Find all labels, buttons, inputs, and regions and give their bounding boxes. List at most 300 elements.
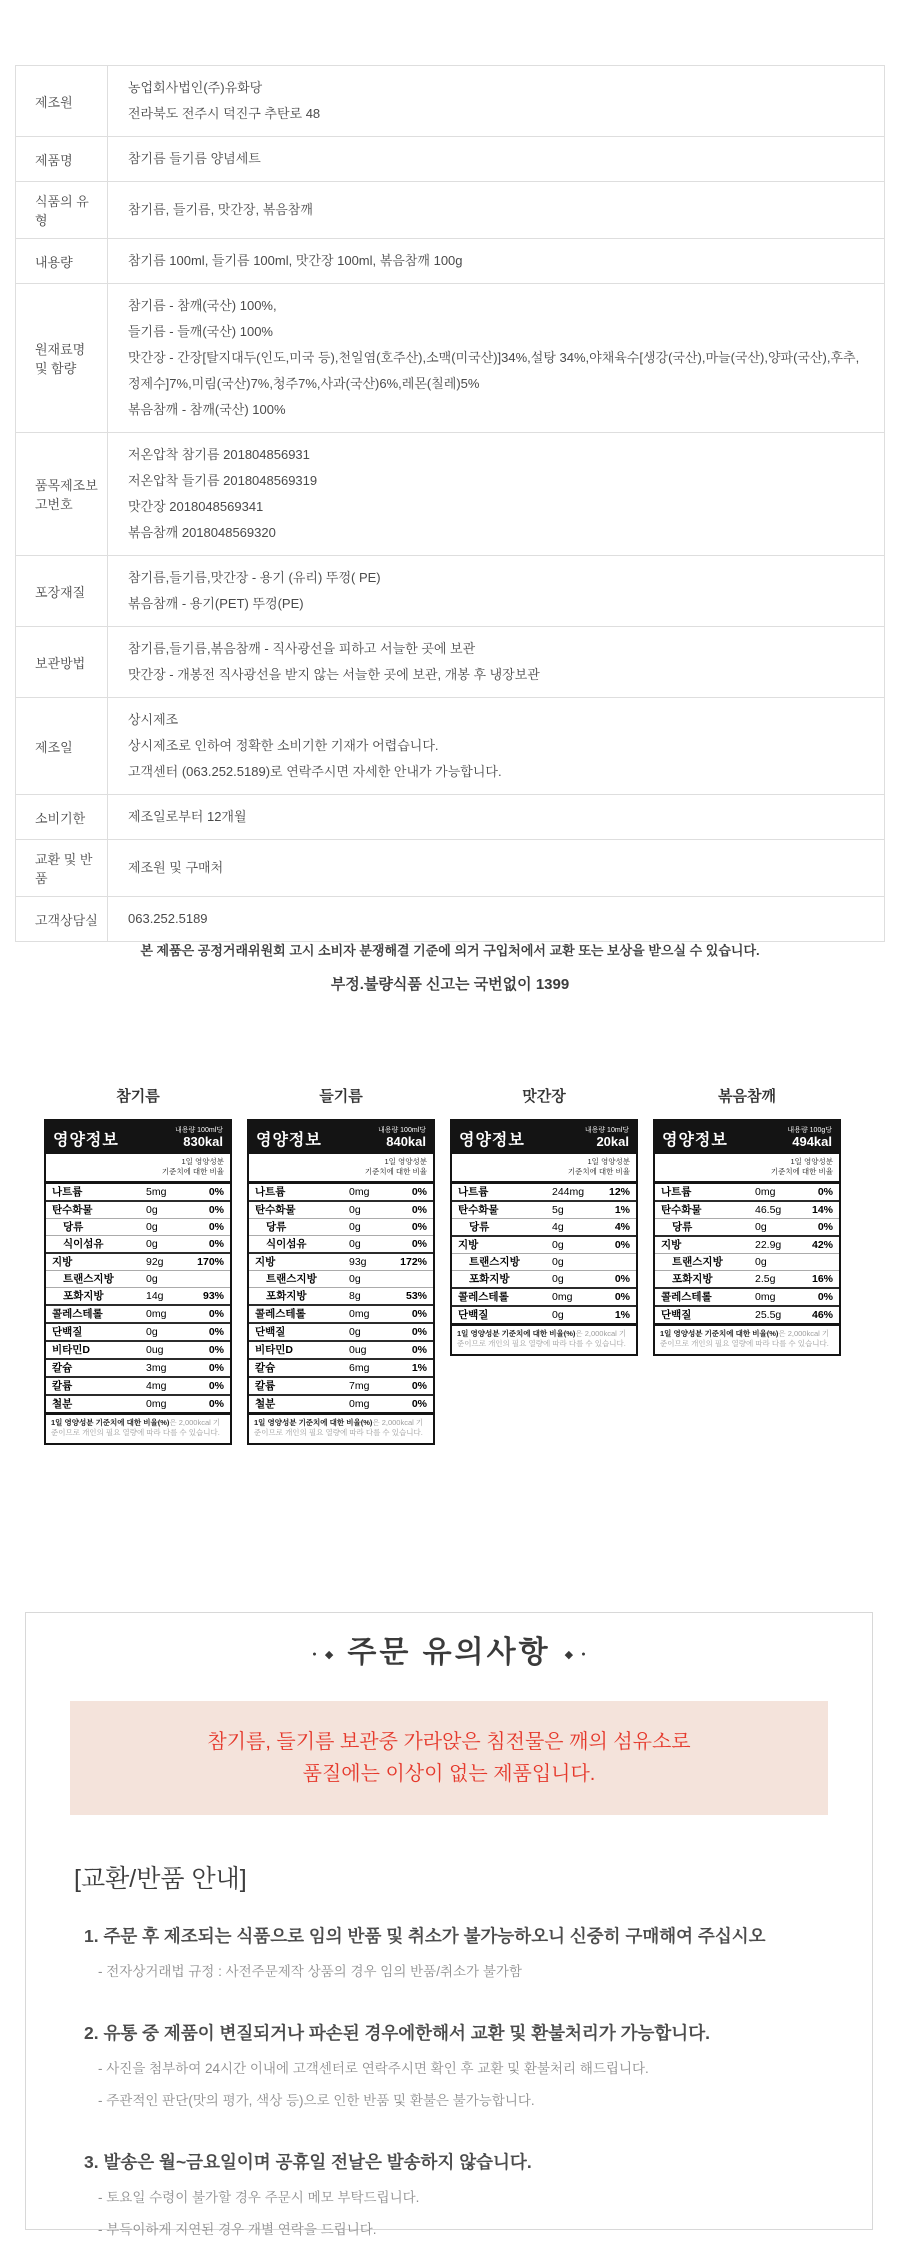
nutrient-daily-percent: 0% — [208, 1397, 224, 1410]
nutrient-amount: 0g — [552, 1255, 564, 1268]
nutrient-daily-percent: 0% — [208, 1343, 224, 1356]
nutrition-row — [452, 1235, 636, 1253]
nutrition-row — [655, 1287, 839, 1305]
nutrition-row — [655, 1218, 839, 1235]
nutrient-daily-percent: 0% — [614, 1238, 630, 1251]
nutrition-row — [46, 1340, 230, 1358]
nutrition-row — [655, 1184, 839, 1200]
nutrition-row — [46, 1184, 230, 1200]
info-value-line: 볶음참깨 - 참깨(국산) 100% — [128, 402, 286, 417]
nutrition-row — [655, 1253, 839, 1270]
nutrient-daily-percent: 0% — [411, 1397, 427, 1410]
nutrition-row — [249, 1322, 433, 1340]
nutrient-name: 지방 — [255, 1255, 276, 1268]
nutrient-amount: 14g — [146, 1289, 164, 1302]
info-row-label: 품목제조보고번호 — [16, 433, 108, 556]
order-notice-items — [84, 1923, 842, 2238]
nutrient-amount: 0mg — [349, 1307, 370, 1320]
nutrition-header-title: 영양정보 — [662, 1132, 728, 1149]
nutrition-row — [249, 1270, 433, 1287]
info-value-line: 참기름, 들기름, 맛간장, 볶음참깨 — [128, 202, 313, 217]
nutrition-facts-box — [450, 1119, 638, 1356]
nutrition-header-title: 영양정보 — [459, 1132, 525, 1149]
info-row-value — [108, 840, 885, 897]
nutrition-rows — [249, 1184, 433, 1412]
nutrient-name: 칼륨 — [52, 1379, 73, 1392]
order-item-subnote: - 부득이하게 지연된 경우 개별 연락을 드립니다. — [98, 2222, 377, 2237]
nutrient-name: 콜레스테롤 — [255, 1307, 306, 1320]
nutrition-facts-box — [44, 1119, 232, 1445]
nutrient-name: 칼륨 — [255, 1379, 276, 1392]
nutrition-product-title: 들기름 — [319, 1088, 363, 1105]
nutrient-daily-percent: 1% — [614, 1308, 630, 1321]
nutrient-amount: 0mg — [146, 1307, 167, 1320]
order-item-subnotes — [84, 2186, 842, 2238]
order-item-heading — [84, 1923, 842, 1948]
nutrient-amount: 0g — [146, 1203, 158, 1216]
nutrient-daily-percent: 0% — [208, 1325, 224, 1338]
daily-note-line: 기준치에 대한 비율 — [567, 1166, 630, 1176]
nutrition-footer-rest: 은 2,000kcal 기준이므로 개인의 필요 열량에 따라 다를 수 있습니다. — [457, 1328, 627, 1348]
info-row-value — [108, 627, 885, 698]
nutrient-amount: 0g — [349, 1203, 361, 1216]
nutrient-name: 나트륨 — [255, 1185, 286, 1198]
info-row-label: 내용량 — [16, 239, 108, 284]
table-row — [16, 284, 885, 433]
order-item-text: 주문 후 제조되는 식품으로 임의 반품 및 취소가 불가능하오니 신중히 구매해여 주십시오 — [103, 1926, 766, 1946]
info-value-line: 참기름 들기름 양념세트 — [128, 151, 261, 166]
nutrient-name: 포화지방 — [63, 1289, 104, 1302]
nutrient-amount: 0mg — [146, 1397, 167, 1410]
nutrition-facts-box — [247, 1119, 435, 1445]
info-row-value — [108, 433, 885, 556]
info-row-label: 제조일 — [16, 698, 108, 795]
nutrient-amount: 0mg — [552, 1290, 573, 1303]
info-value-line: 참기름,들기름,맛간장 - 용기 (유리) 뚜껑( PE) — [128, 570, 381, 585]
nutrient-amount: 0mg — [755, 1290, 776, 1303]
nutrient-daily-percent: 0% — [208, 1237, 224, 1250]
nutrition-kcal: 494kal — [792, 1134, 832, 1149]
nutrition-row — [249, 1184, 433, 1200]
info-value-line: 저온압착 참기름 201804856931 — [128, 447, 310, 462]
nutrition-row — [655, 1235, 839, 1253]
info-row-label: 원재료명 및 함량 — [16, 284, 108, 433]
nutrient-daily-percent: 1% — [614, 1203, 630, 1216]
nutrient-daily-percent: 0% — [208, 1379, 224, 1392]
nutrition-row — [249, 1252, 433, 1270]
nutrient-name: 나트륨 — [52, 1185, 83, 1198]
nutrition-daily-note — [655, 1154, 839, 1184]
nutrient-daily-percent: 0% — [208, 1203, 224, 1216]
nutrition-header — [655, 1121, 839, 1154]
nutrition-footer-rest: 은 2,000kcal 기준이므로 개인의 필요 열량에 따라 다를 수 있습니다. — [254, 1417, 424, 1437]
info-row-label: 제조원 — [16, 66, 108, 137]
info-value-line: 상시제조로 인하여 정확한 소비기한 기재가 어렵습니다. — [128, 738, 439, 753]
nutrient-amount: 0g — [146, 1272, 158, 1285]
nutrient-amount: 0g — [755, 1220, 767, 1233]
dot-icon: ● — [312, 1651, 317, 1658]
info-value-line: 참기름 - 참깨(국산) 100%, — [128, 298, 277, 313]
order-title-text: 주문 유의사항 — [347, 1636, 551, 1669]
info-value-line: 농업회사법인(주)유화당 — [128, 80, 263, 95]
order-notice-item — [84, 2149, 842, 2238]
nutrition-rows — [655, 1184, 839, 1323]
nutrient-name: 비타민D — [52, 1343, 91, 1356]
order-item-heading — [84, 2149, 842, 2174]
product-info-table — [15, 65, 885, 942]
nutrient-name: 단백질 — [661, 1308, 692, 1321]
nutrition-row — [452, 1218, 636, 1235]
nutrition-row — [249, 1200, 433, 1218]
daily-note-line: 1일 영양성분 — [790, 1157, 833, 1166]
nutrient-daily-percent: 0% — [208, 1220, 224, 1233]
table-row — [16, 795, 885, 840]
nutrition-footer-bold: 1일 영양성분 기준치에 대한 비율(%) — [254, 1417, 373, 1427]
nutrient-name: 탄수화물 — [52, 1203, 93, 1216]
nutrition-row — [249, 1376, 433, 1394]
nutrient-name: 당류 — [266, 1220, 287, 1233]
nutrition-section — [44, 1085, 859, 1445]
daily-note-line: 1일 영양성분 — [181, 1157, 224, 1166]
nutrition-header-title: 영양정보 — [256, 1132, 322, 1149]
order-item-subnotes — [84, 2057, 842, 2109]
info-row-value — [108, 698, 885, 795]
nutrition-row — [46, 1358, 230, 1376]
nutrient-amount: 0g — [552, 1308, 564, 1321]
nutrient-amount: 0mg — [349, 1185, 370, 1198]
food-report-hotline-notice: 부정.불량식품 신고는 국번없이 1399 — [330, 976, 570, 993]
nutrient-daily-percent: 0% — [411, 1220, 427, 1233]
nutrition-header — [46, 1121, 230, 1154]
nutrition-row — [655, 1200, 839, 1218]
nutrient-amount: 0g — [552, 1238, 564, 1251]
nutrition-row — [452, 1253, 636, 1270]
daily-note-line: 기준치에 대한 비율 — [770, 1166, 833, 1176]
nutrition-footer-bold: 1일 영양성분 기준치에 대한 비율(%) — [51, 1417, 170, 1427]
nutrient-name: 지방 — [52, 1255, 73, 1268]
nutrient-amount: 92g — [146, 1255, 164, 1268]
order-notice-item — [84, 1923, 842, 1980]
nutrition-label — [44, 1085, 232, 1445]
nutrient-amount: 0g — [755, 1255, 767, 1268]
info-value-line: 맛간장 2018048569341 — [128, 499, 264, 514]
nutrient-name: 탄수화물 — [255, 1203, 296, 1216]
nutrition-row — [249, 1235, 433, 1252]
nutrient-name: 철분 — [52, 1397, 73, 1410]
daily-note-line: 1일 영양성분 — [384, 1157, 427, 1166]
nutrition-header-right — [175, 1127, 223, 1149]
info-value-line: 들기름 - 들깨(국산) 100% — [128, 324, 273, 339]
nutrient-amount: 0ug — [349, 1343, 367, 1356]
nutrition-footer-bold: 1일 영양성분 기준치에 대한 비율(%) — [457, 1328, 576, 1338]
order-item-number: 1. — [84, 1926, 99, 1946]
table-row — [16, 66, 885, 137]
order-item-heading — [84, 2020, 842, 2045]
nutrient-amount: 0g — [146, 1220, 158, 1233]
order-item-subnote: - 주관적인 판단(맛의 평가, 색상 등)으로 인한 반품 및 환불은 불가능합니다. — [98, 2093, 535, 2108]
nutrition-row — [46, 1218, 230, 1235]
nutrition-kcal: 830kal — [183, 1134, 223, 1149]
dot-icon: ● — [581, 1651, 586, 1658]
nutrient-amount: 5g — [552, 1203, 564, 1216]
nutrition-facts-box — [653, 1119, 841, 1356]
info-row-value — [108, 239, 885, 284]
nutrition-row — [452, 1305, 636, 1323]
nutrition-row — [46, 1394, 230, 1412]
info-row-label: 포장재질 — [16, 556, 108, 627]
nutrient-name: 탄수화물 — [661, 1203, 702, 1216]
nutrition-header-title: 영양정보 — [53, 1132, 119, 1149]
sediment-warning-line: 참기름, 들기름 보관중 가라앉은 침전물은 깨의 섬유소로 — [207, 1731, 691, 1753]
nutrient-name: 식이섬유 — [266, 1237, 307, 1250]
nutrition-row — [655, 1305, 839, 1323]
nutrition-footer-rest: 은 2,000kcal 기준이므로 개인의 필요 열량에 따라 다를 수 있습니다. — [51, 1417, 221, 1437]
nutrient-amount: 244mg — [552, 1185, 585, 1198]
nutrient-amount: 93g — [349, 1255, 367, 1268]
table-row — [16, 698, 885, 795]
info-row-label: 보관방법 — [16, 627, 108, 698]
nutrition-footer — [655, 1323, 839, 1354]
nutrient-daily-percent: 0% — [817, 1185, 833, 1198]
table-row — [16, 627, 885, 698]
info-row-label: 고객상담실 — [16, 897, 108, 942]
info-row-label: 교환 및 반품 — [16, 840, 108, 897]
info-value-line: 전라북도 전주시 덕진구 추탄로 48 — [128, 106, 321, 121]
nutrition-header-right — [378, 1127, 426, 1149]
info-value-line: 참기름 100ml, 들기름 100ml, 맛간장 100ml, 볶음참깨 100g — [128, 253, 463, 268]
nutrition-footer — [249, 1412, 433, 1443]
nutrition-row — [46, 1235, 230, 1252]
info-value-line: 상시제조 — [128, 712, 179, 727]
nutrient-daily-percent: 46% — [811, 1308, 833, 1321]
nutrient-amount: 0g — [349, 1220, 361, 1233]
nutrient-amount: 6mg — [349, 1361, 370, 1374]
nutrient-daily-percent: 0% — [817, 1290, 833, 1303]
nutrition-row — [452, 1287, 636, 1305]
title-decoration-left — [312, 1636, 333, 1669]
nutrient-name: 나트륨 — [458, 1185, 489, 1198]
nutrient-name: 단백질 — [458, 1308, 489, 1321]
nutrient-daily-percent: 12% — [608, 1185, 630, 1198]
info-value-line: 제조원 및 구매처 — [128, 860, 224, 875]
nutrient-amount: 46.5g — [755, 1203, 782, 1216]
nutrient-name: 콜레스테롤 — [458, 1290, 509, 1303]
nutrient-name: 트랜스지방 — [469, 1255, 520, 1268]
nutrition-daily-note — [452, 1154, 636, 1184]
nutrition-header — [249, 1121, 433, 1154]
nutrition-kcal: 840kal — [386, 1134, 426, 1149]
nutrient-name: 당류 — [672, 1220, 693, 1233]
order-item-text: 발송은 월~금요일이며 공휴일 전날은 발송하지 않습니다. — [103, 2152, 532, 2172]
daily-note-line: 1일 영양성분 — [587, 1157, 630, 1166]
nutrient-amount: 4mg — [146, 1379, 167, 1392]
nutrition-header — [452, 1121, 636, 1154]
nutrient-daily-percent: 16% — [811, 1272, 833, 1285]
nutrition-footer-bold: 1일 영양성분 기준치에 대한 비율(%) — [660, 1328, 779, 1338]
nutrition-row — [46, 1270, 230, 1287]
nutrient-daily-percent: 0% — [208, 1185, 224, 1198]
info-value-line: 맛간장 - 간장[탈지대두(인도,미국 등),천일염(호주산),소맥(미국산)]34%,설탕 34%,야채육수[생강(국산),마늘(국산),양파(국산),후추,정제수]7%,미림(국산)7%,청주7%,사과(국산)6%,레몬(칠레)5% — [128, 350, 860, 391]
table-row — [16, 182, 885, 239]
nutrition-label — [653, 1085, 841, 1445]
nutrition-rows — [46, 1184, 230, 1412]
nutrient-name: 철분 — [255, 1397, 276, 1410]
nutrient-amount: 2.5g — [755, 1272, 776, 1285]
nutrition-row — [249, 1287, 433, 1304]
nutrition-row — [46, 1287, 230, 1304]
info-value-line: 맛간장 - 개봉전 직사광선을 받지 않는 서늘한 곳에 보관, 개봉 후 냉장보관 — [128, 667, 540, 682]
nutrition-footer — [46, 1412, 230, 1443]
nutrient-name: 포화지방 — [266, 1289, 307, 1302]
nutrient-amount: 3mg — [146, 1361, 167, 1374]
daily-note-line: 기준치에 대한 비율 — [364, 1166, 427, 1176]
nutrient-amount: 25.5g — [755, 1308, 782, 1321]
sediment-warning-line: 품질에는 이상이 없는 제품입니다. — [302, 1763, 596, 1785]
nutrition-footer-rest: 은 2,000kcal 기준이므로 개인의 필요 열량에 따라 다를 수 있습니다. — [660, 1328, 830, 1348]
nutrition-row — [46, 1200, 230, 1218]
nutrient-daily-percent: 1% — [411, 1361, 427, 1374]
nutrient-daily-percent: 0% — [411, 1185, 427, 1198]
nutrient-amount: 0g — [349, 1325, 361, 1338]
nutrient-name: 포화지방 — [672, 1272, 713, 1285]
nutrient-daily-percent: 42% — [811, 1238, 833, 1251]
nutrient-amount: 0g — [146, 1237, 158, 1250]
nutrient-amount: 4g — [552, 1220, 564, 1233]
nutrient-daily-percent: 0% — [411, 1203, 427, 1216]
nutrient-daily-percent: 0% — [817, 1220, 833, 1233]
exchange-return-guide-heading: [교환/반품 안내] — [74, 1865, 247, 1893]
nutrient-name: 포화지방 — [469, 1272, 510, 1285]
nutrient-amount: 0ug — [146, 1343, 164, 1356]
nutrient-name: 비타민D — [255, 1343, 294, 1356]
info-value-line: 볶음참깨 2018048569320 — [128, 525, 276, 540]
title-decoration-right — [565, 1636, 586, 1669]
nutrition-label — [450, 1085, 638, 1445]
nutrition-row — [655, 1270, 839, 1287]
nutrient-daily-percent: 172% — [400, 1255, 427, 1268]
table-row — [16, 556, 885, 627]
info-table-body — [16, 66, 885, 942]
order-item-number: 3. — [84, 2152, 99, 2172]
nutrient-daily-percent: 0% — [614, 1290, 630, 1303]
table-row — [16, 137, 885, 182]
nutrient-name: 트랜스지방 — [63, 1272, 114, 1285]
nutrition-serving: 내용량 100g당 — [787, 1127, 832, 1134]
nutrition-header-right — [787, 1127, 832, 1149]
info-value-line: 제조일로부터 12개월 — [128, 809, 247, 824]
nutrition-row — [249, 1304, 433, 1322]
info-row-value — [108, 897, 885, 942]
nutrient-daily-percent: 4% — [614, 1220, 630, 1233]
nutrition-product-title: 볶음참깨 — [718, 1088, 776, 1105]
nutrition-daily-note — [249, 1154, 433, 1184]
nutrient-name: 탄수화물 — [458, 1203, 499, 1216]
nutrition-footer — [452, 1323, 636, 1354]
nutrient-name: 지방 — [458, 1238, 479, 1251]
info-value-line: 저온압착 들기름 2018048569319 — [128, 473, 318, 488]
nutrient-amount: 7mg — [349, 1379, 370, 1392]
order-item-number: 2. — [84, 2023, 99, 2043]
nutrient-daily-percent: 0% — [208, 1361, 224, 1374]
nutrition-rows — [452, 1184, 636, 1323]
order-item-subnote: - 토요일 수령이 불가할 경우 주문시 메모 부탁드립니다. — [98, 2190, 420, 2205]
legal-notices — [0, 940, 900, 994]
table-row — [16, 433, 885, 556]
order-notice-box — [25, 1612, 873, 2237]
nutrition-serving: 내용량 100ml당 — [377, 1127, 426, 1134]
table-row — [16, 897, 885, 942]
nutrient-daily-percent: 0% — [411, 1307, 427, 1320]
nutrient-daily-percent: 14% — [811, 1203, 833, 1216]
nutrition-row — [46, 1304, 230, 1322]
nutrition-row — [452, 1270, 636, 1287]
exchange-compensation-notice: 본 제품은 공정거래위원회 고시 소비자 분쟁해결 기준에 의거 구입처에서 교환 또는 보상을 받으실 수 있습니다. — [140, 943, 760, 958]
nutrient-amount: 0g — [552, 1272, 564, 1285]
info-row-label: 제품명 — [16, 137, 108, 182]
nutrition-header-right — [585, 1127, 629, 1149]
nutrition-row — [46, 1376, 230, 1394]
info-row-value — [108, 284, 885, 433]
info-row-value — [108, 182, 885, 239]
nutrition-row — [249, 1358, 433, 1376]
nutrition-product-title: 맛간장 — [522, 1088, 566, 1105]
order-item-text: 유통 중 제품이 변질되거나 파손된 경우에한해서 교환 및 환불처리가 가능합니다. — [103, 2023, 710, 2043]
nutrient-amount: 0g — [349, 1237, 361, 1250]
nutrition-serving: 내용량 10ml당 — [584, 1127, 629, 1134]
nutrient-name: 당류 — [469, 1220, 490, 1233]
info-row-label: 식품의 유형 — [16, 182, 108, 239]
info-value-line: 참기름,들기름,볶음참깨 - 직사광선을 피하고 서늘한 곳에 보관 — [128, 641, 476, 656]
nutrient-name: 나트륨 — [661, 1185, 692, 1198]
nutrient-daily-percent: 0% — [614, 1272, 630, 1285]
order-item-subnote: - 사진을 첨부하여 24시간 이내에 고객센터로 연락주시면 확인 후 교환 및 환불처리 해드립니다. — [98, 2061, 649, 2076]
nutrition-row — [452, 1184, 636, 1200]
nutrient-name: 트랜스지방 — [266, 1272, 317, 1285]
info-row-value — [108, 795, 885, 840]
nutrition-row — [46, 1252, 230, 1270]
nutrient-name: 콜레스테롤 — [661, 1290, 712, 1303]
info-row-label: 소비기한 — [16, 795, 108, 840]
nutrient-amount: 8g — [349, 1289, 361, 1302]
order-notice-title — [26, 1627, 872, 1671]
nutrient-daily-percent: 0% — [208, 1307, 224, 1320]
nutrient-name: 칼슘 — [255, 1361, 276, 1374]
diamond-icon: ◆ — [564, 1649, 574, 1661]
diamond-icon: ◆ — [324, 1649, 334, 1661]
info-row-value — [108, 137, 885, 182]
nutrition-row — [249, 1340, 433, 1358]
nutrient-amount: 22.9g — [755, 1238, 782, 1251]
nutrient-daily-percent: 53% — [405, 1289, 427, 1302]
order-item-subnotes — [84, 1960, 842, 1980]
info-value-line: 볶음참깨 - 용기(PET) 뚜껑(PE) — [128, 596, 304, 611]
table-row — [16, 840, 885, 897]
nutrient-daily-percent: 93% — [202, 1289, 224, 1302]
nutrition-row — [452, 1200, 636, 1218]
nutrient-amount: 5mg — [146, 1185, 167, 1198]
nutrient-name: 당류 — [63, 1220, 84, 1233]
nutrient-daily-percent: 0% — [411, 1237, 427, 1250]
nutrient-amount: 0mg — [755, 1185, 776, 1198]
nutrition-row — [46, 1322, 230, 1340]
nutrient-daily-percent: 0% — [411, 1343, 427, 1356]
info-value-line: 고객센터 (063.252.5189)로 연락주시면 자세한 안내가 가능합니다. — [128, 764, 502, 779]
table-row — [16, 239, 885, 284]
nutrient-name: 트랜스지방 — [672, 1255, 723, 1268]
nutrient-daily-percent: 0% — [411, 1325, 427, 1338]
daily-note-line: 기준치에 대한 비율 — [161, 1166, 224, 1176]
nutrition-daily-note — [46, 1154, 230, 1184]
